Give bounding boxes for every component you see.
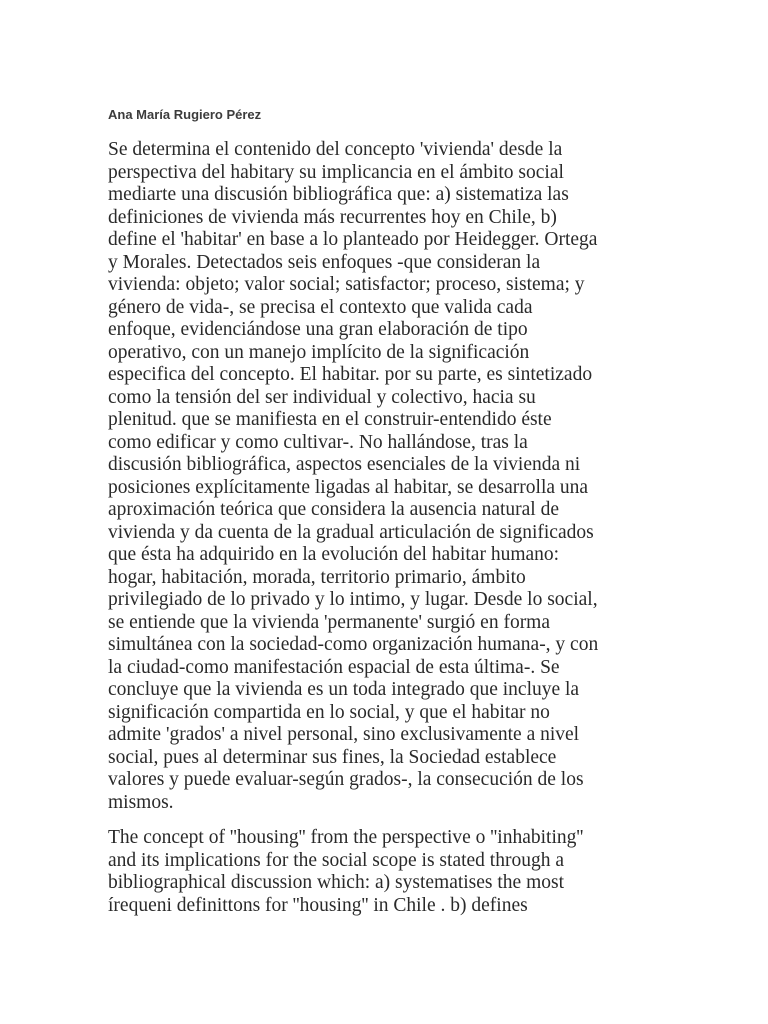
text-line: mediarte una discusión bibliográfica que: a) sistematiza las: [108, 184, 569, 205]
text-line: definiciones de vivienda más recurrentes hoy en Chile, b): [108, 206, 557, 228]
text-line: significación compartida en lo social, y que el habitar no: [108, 701, 550, 723]
text-line: bibliographical discussion which: a) systematises the most: [108, 872, 565, 893]
text-line: y Morales. Detectados seis enfoques -que consideran la: [108, 251, 541, 273]
text-line: hogar, habitación, morada, territorio primario, ámbito: [108, 566, 526, 588]
text-line: and its implications for the social scope is stated through a: [108, 849, 564, 871]
text-line: vivienda y da cuenta de la gradual articulación de significados: [108, 521, 594, 543]
text-line: valores y puede evaluar-según grados-, la consecución de los: [108, 769, 584, 790]
abstract-spanish: [108, 139, 598, 814]
text-line: simultánea con la sociedad-como organización humana-, y con: [108, 634, 599, 655]
text-line: admite 'grados' a nivel personal, sino exclusivamente a nivel: [108, 724, 580, 745]
text-line: plenitud. que se manifiesta en el construir-entendido éste: [108, 409, 552, 430]
text-line: vivienda: objeto; valor social; satisfactor; proceso, sistema; y: [108, 274, 585, 295]
text-line: The concept of ''housing'' from the perspective o ''inhabiting'': [108, 827, 584, 848]
text-line: especifica del concepto. El habitar. por su parte, es sintetizado: [108, 364, 593, 385]
text-line: como la tensión del ser individual y colectivo, hacia su: [108, 386, 536, 408]
text-line: género de vida-, se precisa el contexto que valida cada: [108, 296, 533, 318]
text-line: enfoque, evidenciándose una gran elaboración de tipo: [108, 319, 528, 340]
text-line: privilegiado de lo privado y lo intimo, y lugar. Desde lo social,: [108, 589, 598, 610]
author-name: Ana María Rugiero Pérez: [108, 107, 262, 122]
text-line: discusión bibliográfica, aspectos esenciales de la vivienda ni: [108, 454, 581, 475]
text-line: operativo, con un manejo implícito de la significación: [108, 341, 530, 363]
text-line: posiciones explícitamente ligadas al habitar, se desarrolla una: [108, 476, 589, 498]
text-line: Se determina el contenido del concepto 'vivienda' desde la: [108, 139, 563, 160]
text-line: social, pues al determinar sus fines, la Sociedad establece: [108, 746, 557, 768]
text-line: que ésta ha adquirido en la evolución del habitar humano:: [108, 544, 560, 565]
text-line: se entiende que la vivienda 'permanente' surgió en forma: [108, 611, 551, 633]
text-line: concluye que la vivienda es un toda integrado que incluye la: [108, 679, 580, 700]
text-line: aproximación teórica que considera la ausencia natural de: [108, 499, 559, 520]
text-line: mismos.: [108, 791, 174, 813]
text-line: la ciudad-como manifestación espacial de esta última-. Se: [108, 656, 560, 678]
text-line: perspectiva del habitary su implicancia en el ámbito social: [108, 161, 564, 183]
text-line: como edificar y como cultivar-. No hallándose, tras la: [108, 431, 528, 453]
text-line: írequeni definittons for ''housing'' in Chile . b) defines: [108, 894, 528, 916]
abstract-english: [108, 827, 583, 917]
text-line: define el 'habitar' en base a lo planteado por Heidegger. Ortega: [108, 229, 598, 250]
